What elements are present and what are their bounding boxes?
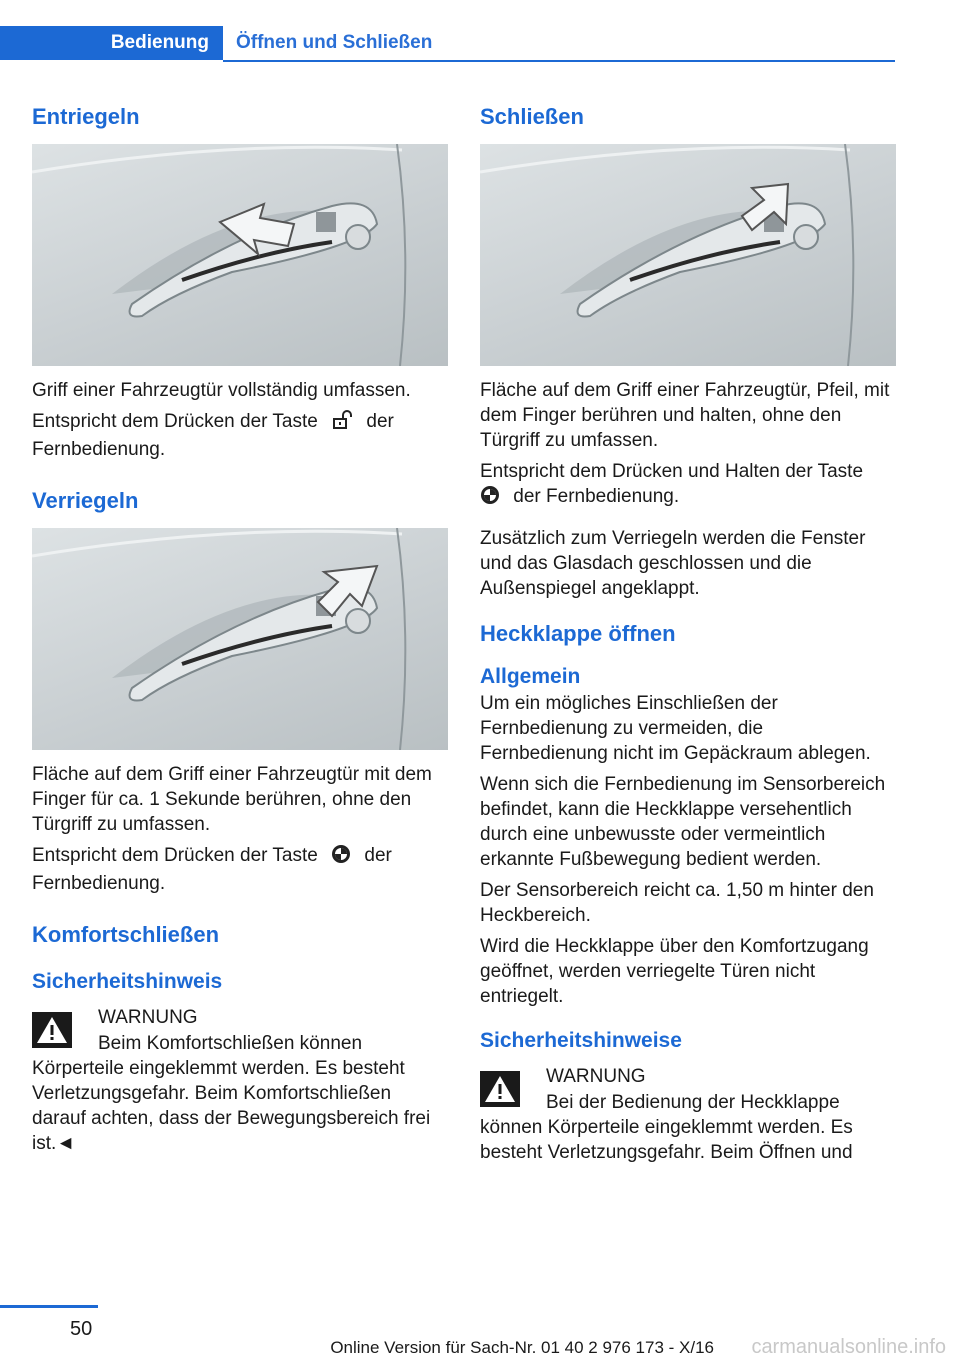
tab-oeffnen-schliessen[interactable]: Öffnen und Schließen	[236, 32, 433, 53]
text-schliessen-2a: Entspricht dem Drücken und Halten der Taste	[480, 461, 864, 482]
text-schliessen-2	[480, 459, 896, 512]
warning-text: Bei der Bedienung der Heckklappe können Körperteile eingeklemmt werden. Es besteht Verletzungsgefahr. Beim Öffnen und	[480, 1092, 853, 1163]
header-tabbar	[0, 26, 895, 62]
text-verriegeln-2	[32, 843, 448, 896]
text-entriegeln-2b: der Fernbedienung.	[32, 411, 394, 460]
left-column	[32, 96, 448, 1156]
text-heckklappe-1: Um ein mögliches Einschließen der Fernbedienung zu vermeiden, die Fernbedienung nicht im Gepäckraum ablegen.	[480, 693, 871, 764]
subheading-allgemein: Allgemein	[480, 665, 581, 688]
footer-divider	[0, 1305, 98, 1308]
heading-verriegeln: Verriegeln	[32, 488, 139, 513]
text-verriegeln-2b: der Fernbedienung.	[32, 845, 392, 894]
page-number: 50	[70, 1318, 93, 1340]
door-handle-image-close	[480, 144, 896, 366]
watermark: carmanualsonline.info	[751, 1336, 946, 1358]
warning-label: WARNUNG	[98, 1007, 198, 1028]
text-schliessen-1: Fläche auf dem Griff einer Fahrzeugtür, Pfeil, mit dem Finger berühren und halten, ohne den Türgriff zu umfassen.	[480, 380, 890, 451]
warning-block-komfort	[32, 1004, 448, 1156]
warning-triangle-icon	[480, 1071, 520, 1107]
warning-text: Beim Komfortschließen können Körperteile eingeklemmt werden. Es besteht Verletzungsgefahr. Beim Komfortschließen darauf achten, dass der Bewegungsbereich frei ist.◄	[32, 1033, 431, 1154]
footer-version-text: Online Version für Sach-Nr. 01 40 2 976 173 - X/16	[330, 1338, 714, 1357]
text-verriegeln-1: Fläche auf dem Griff einer Fahrzeugtür mit dem Finger für ca. 1 Sekunde berühren, ohne den Türgriff zu umfassen.	[32, 764, 432, 835]
heading-komfortschliessen: Komfortschließen	[32, 922, 220, 947]
text-verriegeln-2a: Entspricht dem Drücken der Taste	[32, 845, 318, 866]
heading-entriegeln: Entriegeln	[32, 104, 140, 129]
tab-bedienung[interactable]: Bedienung	[0, 26, 223, 60]
unlock-icon	[331, 410, 353, 437]
heading-heckklappe-oeffnen: Heckklappe öffnen	[480, 621, 676, 646]
door-handle-image-lock	[32, 528, 448, 750]
warning-block-heckklappe	[480, 1063, 896, 1165]
text-heckklappe-4: Wird die Heckklappe über den Komfortzugang geöffnet, werden verriegelte Türen nicht entriegelt.	[480, 936, 869, 1007]
text-entriegeln-2a: Entspricht dem Drücken der Taste	[32, 411, 318, 432]
warning-label: WARNUNG	[546, 1066, 646, 1087]
bmw-logo-icon	[331, 844, 351, 871]
right-column	[480, 96, 896, 1165]
header-divider	[223, 60, 895, 62]
heading-schliessen: Schließen	[480, 104, 584, 129]
text-entriegeln-1: Griff einer Fahrzeugtür vollständig umfassen.	[32, 380, 411, 401]
warning-triangle-icon	[32, 1012, 72, 1048]
text-schliessen-3: Zusätzlich zum Verriegeln werden die Fenster und das Glasdach geschlossen und die Außenspiegel angeklappt.	[480, 528, 866, 599]
text-heckklappe-3: Der Sensorbereich reicht ca. 1,50 m hinter den Heckbereich.	[480, 880, 874, 926]
text-entriegeln-2	[32, 409, 448, 462]
text-heckklappe-2: Wenn sich die Fernbedienung im Sensorbereich befindet, kann die Heckklappe versehentlich durch eine unbewusste oder vermeintlich erkannte Fußbewegung bedient werden.	[480, 774, 886, 870]
bmw-logo-icon	[480, 485, 500, 512]
subheading-sicherheitshinweis: Sicherheitshinweis	[32, 970, 223, 993]
subheading-sicherheitshinweise: Sicherheitshinweise	[480, 1029, 682, 1052]
text-schliessen-2b: der Fernbedienung.	[513, 486, 680, 507]
door-handle-image-unlock	[32, 144, 448, 366]
